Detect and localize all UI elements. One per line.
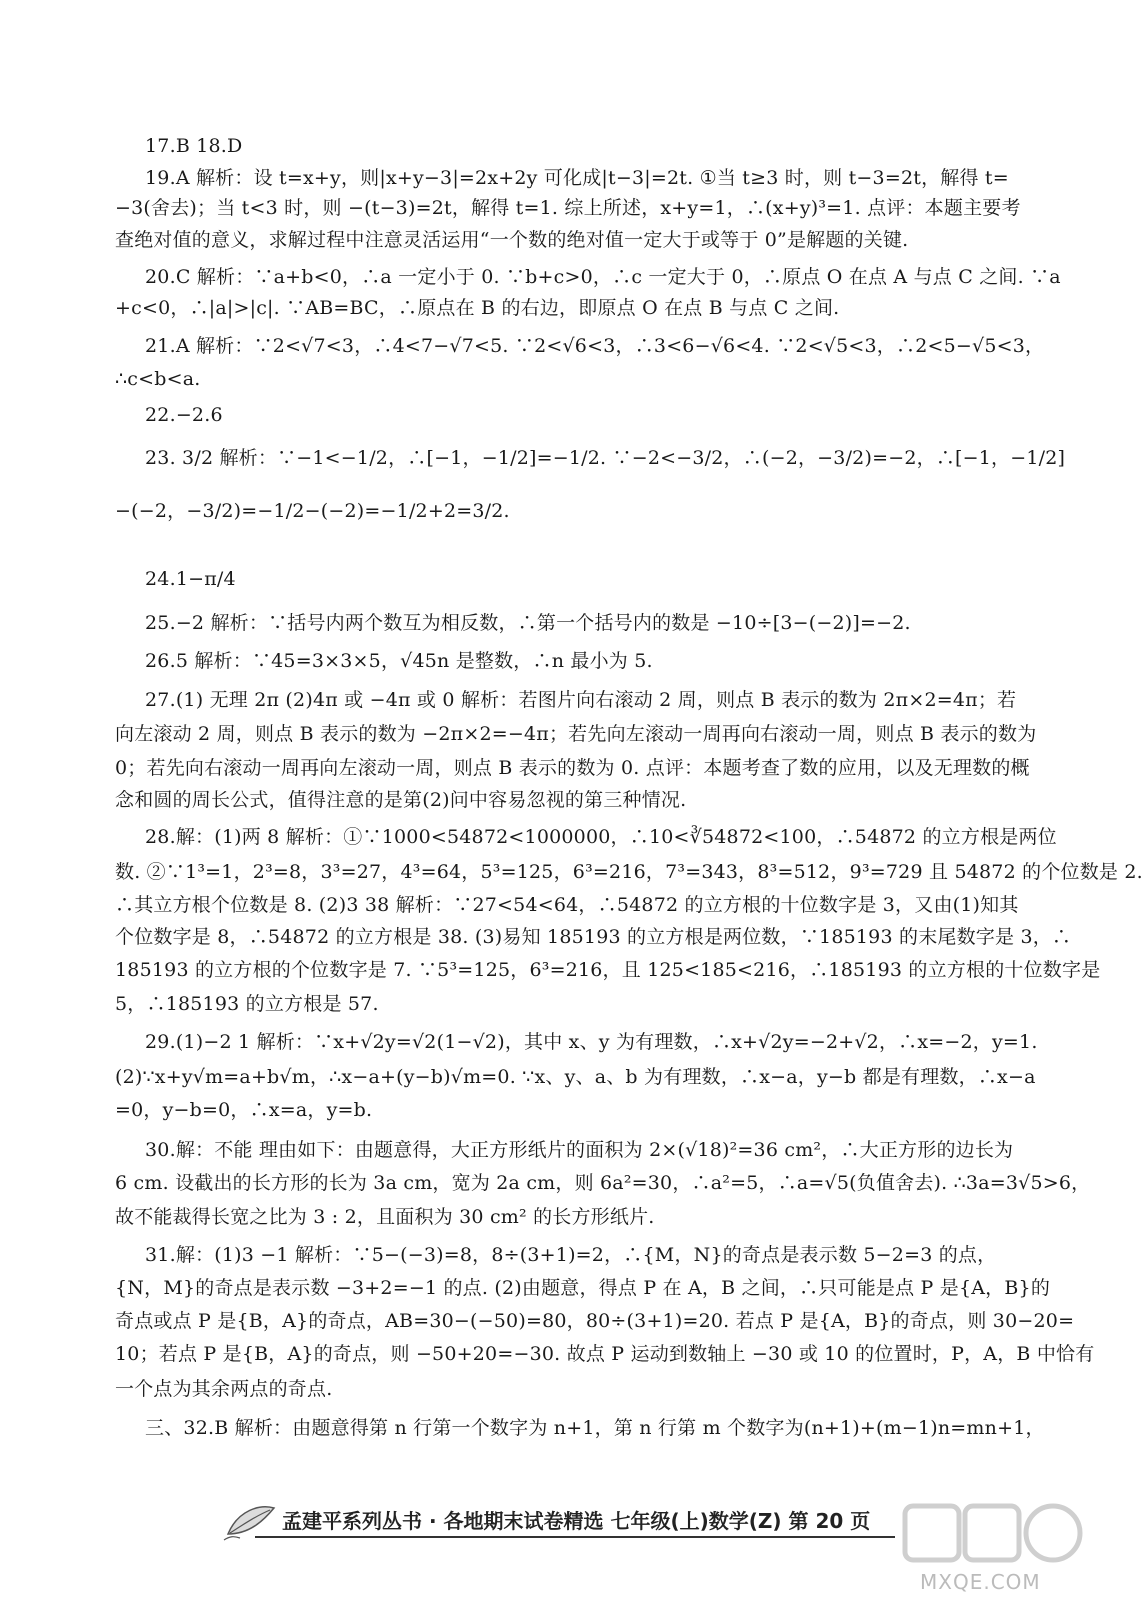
answer-line: 念和圆的周长公式，值得注意的是第(2)问中容易忽视的第三种情况. — [115, 789, 687, 811]
answer-line: 23. 3/2 解析：∵−1<−1/2，∴[−1，−1/2]=−1/2. ∵−2<−3/2，∴(−2，−3/2)=−2，∴[−1，−1/2] — [145, 447, 1066, 469]
answer-line: 三、32.B 解析：由题意得第 n 行第一个数字为 n+1，第 n 行第 m 个数字为(n+1)+(m−1)n=mn+1， — [145, 1417, 1045, 1439]
answer-line: 30.解：不能 理由如下：由题意得，大正方形纸片的面积为 2×(√18)²=36 cm²，∴大正方形的边长为 — [145, 1139, 1014, 1161]
answer-line: 31.解：(1)3 −1 解析：∵5−(−3)=8，8÷(3+1)=2，∴{M，N}的奇点是表示数 5−2=3 的点， — [145, 1244, 997, 1266]
answer-line: 查绝对值的意义，求解过程中注意灵活运用“一个数的绝对值一定大于或等于 0”是解题的关键. — [115, 229, 909, 251]
answer-line: 19.A 解析：设 t=x+y，则|x+y−3|=2x+2y 可化成|t−3|=2t. ①当 t≥3 时，则 t−3=2t，解得 t= — [145, 167, 1009, 189]
answer-line: 29.(1)−2 1 解析：∵x+√2y=√2(1−√2)，其中 x、y 为有理数，∴x+√2y=−2+√2，∴x=−2，y=1. — [145, 1031, 1038, 1053]
answer-line: =0，y−b=0，∴x=a，y=b. — [115, 1099, 373, 1121]
answer-line: 22.−2.6 — [145, 404, 223, 426]
answer-line: 185193 的立方根的个位数字是 7. ∵5³=125，6³=216，且 125<185<216，∴185193 的立方根的十位数字是 — [115, 959, 1101, 981]
answer-line: 26.5 解析：∵45=3×3×5，√45n 是整数，∴n 最小为 5. — [145, 650, 653, 672]
answer-line: −(−2，−3/2)=−1/2−(−2)=−1/2+2=3/2. — [115, 500, 510, 522]
answer-line: {N，M}的奇点是表示数 −3+2=−1 的点. (2)由题意，得点 P 在 A，B 之间，∴只可能是点 P 是{A，B}的 — [115, 1277, 1051, 1299]
answer-line: −3(舍去)；当 t<3 时，则 −(t−3)=2t，解得 t=1. 综上所述，x+y=1，∴(x+y)³=1. 点评：本题主要考 — [115, 197, 1021, 219]
answer-line: 28.解：(1)两 8 解析：①∵1000<54872<1000000，∴10<∛54872<100，∴54872 的立方根是两位 — [145, 826, 1057, 848]
answer-line: 5，∴185193 的立方根是 57. — [115, 993, 379, 1015]
answer-line: 20.C 解析：∵a+b<0，∴a 一定小于 0. ∵b+c>0，∴c 一定大于 0，∴原点 O 在点 A 与点 C 之间. ∵a — [145, 266, 1061, 288]
answer-line: ∴c<b<a. — [115, 368, 201, 390]
answer-line: 17.B 18.D — [145, 135, 243, 157]
answer-line: ∴其立方根个位数是 8. (2)3 38 解析：∵27<54<64，∴54872 的立方根的十位数字是 3，又由(1)知其 — [115, 894, 1019, 916]
answer-line: 向左滚动 2 周，则点 B 表示的数为 −2π×2=−4π；若先向左滚动一周再向右滚动一周，则点 B 表示的数为 — [115, 723, 1037, 745]
answer-line: 奇点或点 P 是{B，A}的奇点，AB=30−(−50)=80，80÷(3+1)=20. 若点 P 是{A，B}的奇点，则 30−20= — [115, 1310, 1075, 1332]
answer-line: +c<0，∴|a|>|c|. ∵AB=BC，∴原点在 B 的右边，即原点 O 在点 B 与点 C 之间. — [115, 297, 840, 319]
answer-line: 故不能裁得长宽之比为 3 : 2，且面积为 30 cm² 的长方形纸片. — [115, 1206, 655, 1228]
answer-line: 一个点为其余两点的奇点. — [115, 1378, 333, 1400]
answer-line: 个位数字是 8，∴54872 的立方根是 38. (3)易知 185193 的立方根是两位数，∵185193 的末尾数字是 3，∴ — [115, 926, 1072, 948]
answer-line: 数. ②∵1³=1，2³=8，3³=27，4³=64，5³=125，6³=216，7³=343，8³=512，9³=729 且 54872 的个位数是 2. — [115, 861, 1143, 883]
watermark-text: MXQE.COM — [920, 1570, 1041, 1594]
answer-line: 27.(1) 无理 2π (2)4π 或 −4π 或 0 解析：若图片向右滚动 2 周，则点 B 表示的数为 2π×2=4π；若 — [145, 689, 1017, 711]
answer-line: (2)∵x+y√m=a+b√m，∴x−a+(y−b)√m=0. ∵x、y、a、b 为有理数，∴x−a，y−b 都是有理数，∴x−a — [115, 1066, 1036, 1088]
footer-divider — [255, 1536, 895, 1538]
answer-line: 6 cm. 设截出的长方形的长为 3a cm，宽为 2a cm，则 6a²=30，∴a²=5，∴a=√5(负值舍去). ∴3a=3√5>6， — [115, 1172, 1091, 1194]
page-footer — [210, 1502, 890, 1536]
answer-line: 21.A 解析：∵2<√7<3，∴4<7−√7<5. ∵2<√6<3，∴3<6−√6<4. ∵2<√5<3，∴2<5−√5<3， — [145, 335, 1045, 357]
answer-line: 0；若先向右滚动一周再向左滚动一周，则点 B 表示的数为 0. 点评：本题考查了数的应用，以及无理数的概 — [115, 757, 1030, 779]
answer-line: 25.−2 解析：∵括号内两个数互为相反数，∴第一个括号内的数是 −10÷[3−(−2)]=−2. — [145, 612, 911, 634]
answer-line: 24.1−π/4 — [145, 568, 236, 590]
footer-text: 孟建平系列丛书 · 各地期末试卷精选 七年级(上)数学(Z) 第 20 页 — [282, 1508, 871, 1533]
answer-line: 10；若点 P 是{B，A}的奇点，则 −50+20=−30. 故点 P 运动到数轴上 −30 或 10 的位置时，P，A，B 中恰有 — [115, 1343, 1095, 1365]
